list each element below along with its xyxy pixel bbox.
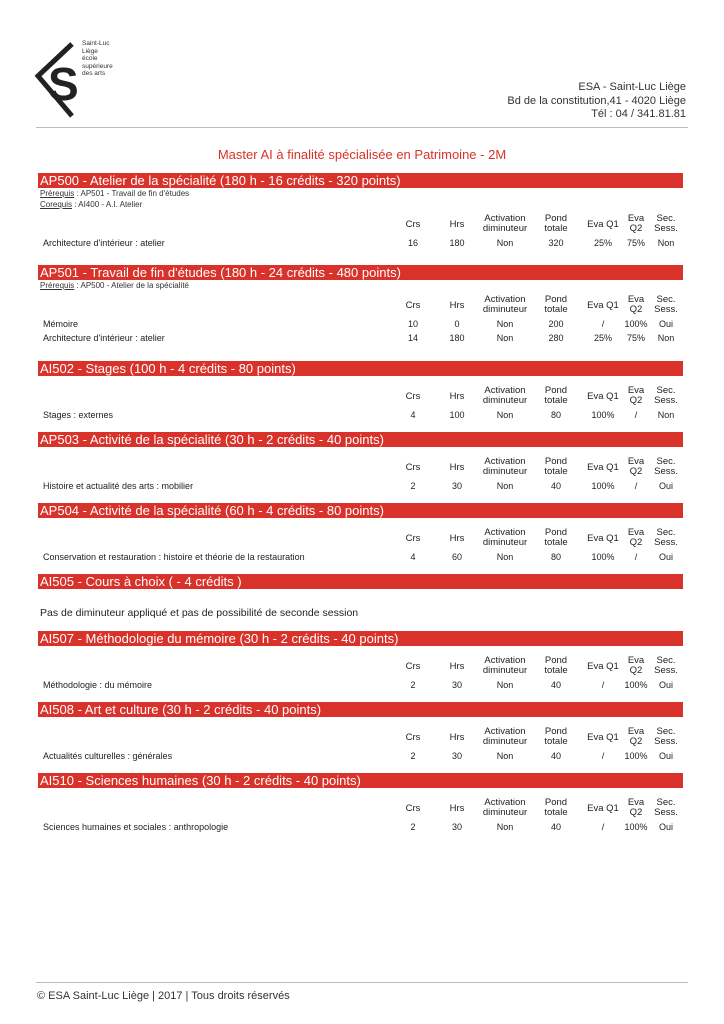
cell-hrs: 30: [451, 822, 462, 832]
course-label: Mémoire: [43, 319, 79, 329]
column-eva-q1: Eva Q1: [587, 732, 619, 743]
cell-act: Non: [496, 319, 514, 329]
column-pond-line: Pond: [544, 797, 568, 808]
course-module: [38, 265, 683, 345]
table-row: [38, 408, 683, 422]
column-sec-sess-line: Sess.: [654, 537, 678, 548]
column-eva-q1: Eva Q1: [587, 300, 619, 311]
column-sec-sess-line: Sess.: [654, 807, 678, 818]
table-header: [38, 457, 683, 479]
module-heading: AI510 - Sciences humaines (30 h - 2 crédits - 40 points): [38, 773, 683, 788]
cell-act: Non: [496, 552, 514, 562]
column-crs: Crs: [405, 732, 421, 743]
course-table: [38, 214, 683, 250]
column-activation-line: diminuteur: [482, 736, 528, 747]
column-eva-q2-line: Q2: [629, 807, 643, 818]
course-table: [38, 727, 683, 763]
course-label: Actualités culturelles : générales: [43, 751, 173, 761]
cell-sec: Oui: [658, 822, 673, 832]
column-pond-line: Pond: [544, 726, 568, 737]
column-eva-q2-line: Q2: [629, 223, 643, 234]
cell-act: Non: [496, 822, 514, 832]
cell-crs: 10: [407, 319, 418, 329]
column-sec-sess-line: Sec.: [656, 385, 676, 396]
module-heading: AP503 - Activité de la spécialité (30 h - 2 crédits - 40 points): [38, 432, 683, 447]
prerequisite-value: : AP501 - Travail de fin d'études: [74, 189, 190, 198]
column-eva-q2-line: Q2: [629, 736, 643, 747]
column-pond-line: totale: [544, 304, 568, 315]
cell-crs: 2: [410, 680, 416, 690]
table-header: [38, 386, 683, 408]
column-eva-q1: Eva Q1: [587, 391, 619, 402]
column-sec-sess: [638, 727, 694, 747]
column-hrs: Hrs: [449, 661, 465, 672]
module-note: Pas de diminuteur appliqué et pas de possibilité de seconde session: [40, 607, 359, 619]
column-eva-q1: Eva Q1: [587, 533, 619, 544]
column-sec-sess: [638, 798, 694, 818]
prerequisite-line: [40, 188, 683, 199]
cell-q2: 100%: [624, 319, 648, 329]
column-sec-sess: [638, 528, 694, 548]
footer-divider: [36, 982, 688, 983]
column-sec-sess: [638, 656, 694, 676]
table-header: [38, 528, 683, 550]
column-sec-sess: [638, 457, 694, 477]
column-activation-line: Activation: [484, 213, 526, 224]
cell-sec: Oui: [658, 481, 673, 491]
column-sec-sess-line: Sec.: [656, 456, 676, 467]
module-heading: AI508 - Art et culture (30 h - 2 crédits - 40 points): [38, 702, 683, 717]
column-crs: Crs: [405, 219, 421, 230]
column-sec-sess-line: Sec.: [656, 213, 676, 224]
corequisite-line: [40, 199, 683, 210]
cell-hrs: 0: [454, 319, 460, 329]
column-pond-line: totale: [544, 807, 568, 818]
cell-hrs: 100: [449, 410, 465, 420]
cell-hrs: 60: [451, 552, 462, 562]
course-label: Architecture d'intérieur : atelier: [43, 238, 165, 248]
table-row: [38, 550, 683, 564]
column-activation-line: diminuteur: [482, 665, 528, 676]
column-hrs: Hrs: [449, 391, 465, 402]
column-crs: Crs: [405, 661, 421, 672]
column-hrs: Hrs: [449, 533, 465, 544]
column-hrs: Hrs: [449, 300, 465, 311]
cell-sec: Oui: [658, 680, 673, 690]
corequisite-value: : AI400 - A.I. Atelier: [72, 200, 143, 209]
column-sec-sess-line: Sec.: [656, 527, 676, 538]
cell-act: Non: [496, 333, 514, 343]
cell-crs: 4: [410, 410, 416, 420]
column-activation: [477, 798, 533, 818]
column-activation-line: Activation: [484, 527, 526, 538]
course-module: [38, 574, 683, 589]
school-address: ESA - Saint-Luc Liège Bd de la constitution,41 - 4020 Liège Tél : 04 / 341.81.81: [507, 81, 686, 120]
column-eva-q1: Eva Q1: [587, 661, 619, 672]
course-label: Architecture d'intérieur : atelier: [43, 333, 165, 343]
course-label: Sciences humaines et sociales : anthropologie: [43, 822, 229, 832]
footer-copyright: © ESA Saint-Luc Liège | 2017 | Tous droits réservés: [37, 990, 290, 1002]
column-eva-q1: Eva Q1: [587, 219, 619, 230]
table-header: [38, 727, 683, 749]
column-activation-line: Activation: [484, 655, 526, 666]
table-row: [38, 317, 683, 331]
page-title: Master AI à finalité spécialisée en Patrimoine - 2M: [217, 147, 507, 162]
cell-q1: 100%: [591, 481, 615, 491]
cell-q1: 100%: [591, 552, 615, 562]
column-pond-line: Pond: [544, 456, 568, 467]
cell-q2: /: [634, 410, 638, 420]
column-activation-line: diminuteur: [482, 223, 528, 234]
column-sec-sess-line: Sec.: [656, 797, 676, 808]
table-row: [38, 749, 683, 763]
course-label: Méthodologie : du mémoire: [43, 680, 153, 690]
column-eva-q2-line: Q2: [629, 665, 643, 676]
column-crs: Crs: [405, 462, 421, 473]
table-header: [38, 295, 683, 317]
column-eva-q2-line: Q2: [629, 304, 643, 315]
column-sec-sess-line: Sess.: [654, 466, 678, 477]
column-pond-line: Pond: [544, 655, 568, 666]
column-eva-q2-line: Eva: [627, 655, 645, 666]
column-eva-q2-line: Eva: [627, 456, 645, 467]
cell-q1: 25%: [593, 238, 612, 248]
cell-q2: 75%: [626, 238, 645, 248]
column-hrs: Hrs: [449, 462, 465, 473]
column-hrs: Hrs: [449, 732, 465, 743]
course-table: [38, 457, 683, 493]
column-pond-line: Pond: [544, 294, 568, 305]
cell-sec: Oui: [658, 751, 673, 761]
column-activation-line: diminuteur: [482, 537, 528, 548]
course-module: [38, 361, 683, 422]
column-activation: [477, 214, 533, 234]
column-activation: [477, 528, 533, 548]
column-eva-q2-line: Eva: [627, 385, 645, 396]
course-table: [38, 656, 683, 692]
module-heading: AP504 - Activité de la spécialité (60 h - 4 crédits - 80 points): [38, 503, 683, 518]
cell-pond: 280: [548, 333, 564, 343]
cell-act: Non: [496, 481, 514, 491]
logo-text: Saint-Luc Liège école supérieure des arts: [82, 40, 113, 77]
column-eva-q2-line: Eva: [627, 213, 645, 224]
cell-hrs: 180: [449, 333, 465, 343]
course-table: [38, 528, 683, 564]
column-eva-q2-line: Eva: [627, 527, 645, 538]
cell-hrs: 30: [451, 481, 462, 491]
cell-q2: /: [634, 481, 638, 491]
module-heading: AP500 - Atelier de la spécialité (180 h - 16 crédits - 320 points): [38, 173, 683, 188]
cell-crs: 2: [410, 751, 416, 761]
table-row: [38, 678, 683, 692]
column-eva-q1: Eva Q1: [587, 462, 619, 473]
column-eva-q2-line: Q2: [629, 466, 643, 477]
cell-act: Non: [496, 410, 514, 420]
prerequisite-label: Prérequis: [40, 189, 75, 198]
column-activation-line: Activation: [484, 385, 526, 396]
prerequisite-label: Prérequis: [40, 281, 75, 290]
course-label: Histoire et actualité des arts : mobilier: [43, 481, 194, 491]
column-activation-line: Activation: [484, 456, 526, 467]
cell-act: Non: [496, 751, 514, 761]
course-label: Conservation et restauration : histoire et théorie de la restauration: [43, 552, 305, 562]
column-pond-line: totale: [544, 736, 568, 747]
table-row: [38, 236, 683, 250]
cell-crs: 4: [410, 552, 416, 562]
cell-crs: 2: [410, 822, 416, 832]
column-activation-line: diminuteur: [482, 466, 528, 477]
cell-sec: Oui: [658, 552, 673, 562]
column-pond-line: totale: [544, 665, 568, 676]
course-module: [38, 173, 683, 250]
cell-q1: /: [601, 680, 605, 690]
cell-q2: 100%: [624, 751, 648, 761]
column-activation: [477, 656, 533, 676]
module-heading: AI502 - Stages (100 h - 4 crédits - 80 points): [38, 361, 683, 376]
cell-pond: 80: [550, 410, 561, 420]
cell-q1: 25%: [593, 333, 612, 343]
cell-sec: Oui: [658, 319, 673, 329]
course-table: [38, 386, 683, 422]
column-eva-q2-line: Eva: [627, 294, 645, 305]
cell-q1: 100%: [591, 410, 615, 420]
column-sec-sess-line: Sess.: [654, 304, 678, 315]
column-sec-sess: [638, 214, 694, 234]
column-eva-q2-line: Q2: [629, 395, 643, 406]
cell-q1: /: [601, 822, 605, 832]
column-hrs: Hrs: [449, 219, 465, 230]
cell-crs: 16: [407, 238, 418, 248]
column-pond-line: totale: [544, 395, 568, 406]
cell-pond: 40: [550, 680, 561, 690]
column-pond-line: Pond: [544, 385, 568, 396]
column-crs: Crs: [405, 300, 421, 311]
column-activation-line: diminuteur: [482, 395, 528, 406]
cell-q1: /: [601, 751, 605, 761]
cell-hrs: 30: [451, 751, 462, 761]
column-activation-line: diminuteur: [482, 304, 528, 315]
cell-crs: 14: [407, 333, 418, 343]
cell-hrs: 180: [449, 238, 465, 248]
table-row: [38, 331, 683, 345]
column-eva-q1: Eva Q1: [587, 803, 619, 814]
course-module: [38, 773, 683, 834]
column-crs: Crs: [405, 391, 421, 402]
cell-crs: 2: [410, 481, 416, 491]
table-header: [38, 214, 683, 236]
column-eva-q2-line: Eva: [627, 797, 645, 808]
column-sec-sess: [638, 295, 694, 315]
cell-pond: 40: [550, 751, 561, 761]
table-header: [38, 798, 683, 820]
column-activation: [477, 386, 533, 406]
column-pond-line: Pond: [544, 213, 568, 224]
cell-q2: 100%: [624, 822, 648, 832]
cell-q2: 100%: [624, 680, 648, 690]
svg-text:S: S: [48, 58, 79, 110]
prerequisite-value: : AP500 - Atelier de la spécialité: [74, 281, 189, 290]
cell-sec: Non: [657, 238, 675, 248]
course-module: [38, 702, 683, 763]
table-header: [38, 656, 683, 678]
column-eva-q2-line: Q2: [629, 537, 643, 548]
cell-pond: 80: [550, 552, 561, 562]
column-crs: Crs: [405, 533, 421, 544]
column-sec-sess-line: Sec.: [656, 655, 676, 666]
cell-q1: /: [601, 319, 605, 329]
course-table: [38, 798, 683, 834]
cell-sec: Non: [657, 410, 675, 420]
prerequisite-line: [40, 280, 683, 291]
column-crs: Crs: [405, 803, 421, 814]
column-hrs: Hrs: [449, 803, 465, 814]
column-activation: [477, 457, 533, 477]
course-table: [38, 295, 683, 345]
module-heading: AP501 - Travail de fin d'études (180 h - 24 crédits - 480 points): [38, 265, 683, 280]
cell-q2: /: [634, 552, 638, 562]
course-label: Stages : externes: [43, 410, 114, 420]
cell-pond: 40: [550, 822, 561, 832]
column-sec-sess-line: Sess.: [654, 223, 678, 234]
column-activation-line: Activation: [484, 294, 526, 305]
column-activation: [477, 295, 533, 315]
column-pond-line: Pond: [544, 527, 568, 538]
column-activation: [477, 727, 533, 747]
column-sec-sess-line: Sec.: [656, 726, 676, 737]
module-heading: AI505 - Cours à choix ( - 4 crédits ): [38, 574, 683, 589]
column-pond-line: totale: [544, 537, 568, 548]
course-module: [38, 432, 683, 493]
cell-hrs: 30: [451, 680, 462, 690]
table-row: [38, 820, 683, 834]
column-pond-line: totale: [544, 223, 568, 234]
cell-act: Non: [496, 680, 514, 690]
cell-q2: 75%: [626, 333, 645, 343]
column-sec-sess-line: Sess.: [654, 665, 678, 676]
column-activation-line: Activation: [484, 797, 526, 808]
course-module: [38, 631, 683, 692]
table-row: [38, 479, 683, 493]
corequisite-label: Corequis: [40, 200, 73, 209]
column-activation-line: Activation: [484, 726, 526, 737]
column-sec-sess-line: Sess.: [654, 395, 678, 406]
module-heading: AI507 - Méthodologie du mémoire (30 h - 2 crédits - 40 points): [38, 631, 683, 646]
column-sec-sess: [638, 386, 694, 406]
header-divider: [36, 127, 688, 128]
column-eva-q2-line: Eva: [627, 726, 645, 737]
cell-act: Non: [496, 238, 514, 248]
cell-pond: 320: [548, 238, 564, 248]
cell-sec: Non: [657, 333, 675, 343]
column-sec-sess-line: Sess.: [654, 736, 678, 747]
column-sec-sess-line: Sec.: [656, 294, 676, 305]
column-pond-line: totale: [544, 466, 568, 477]
cell-pond: 200: [548, 319, 564, 329]
course-module: [38, 503, 683, 564]
cell-pond: 40: [550, 481, 561, 491]
column-activation-line: diminuteur: [482, 807, 528, 818]
